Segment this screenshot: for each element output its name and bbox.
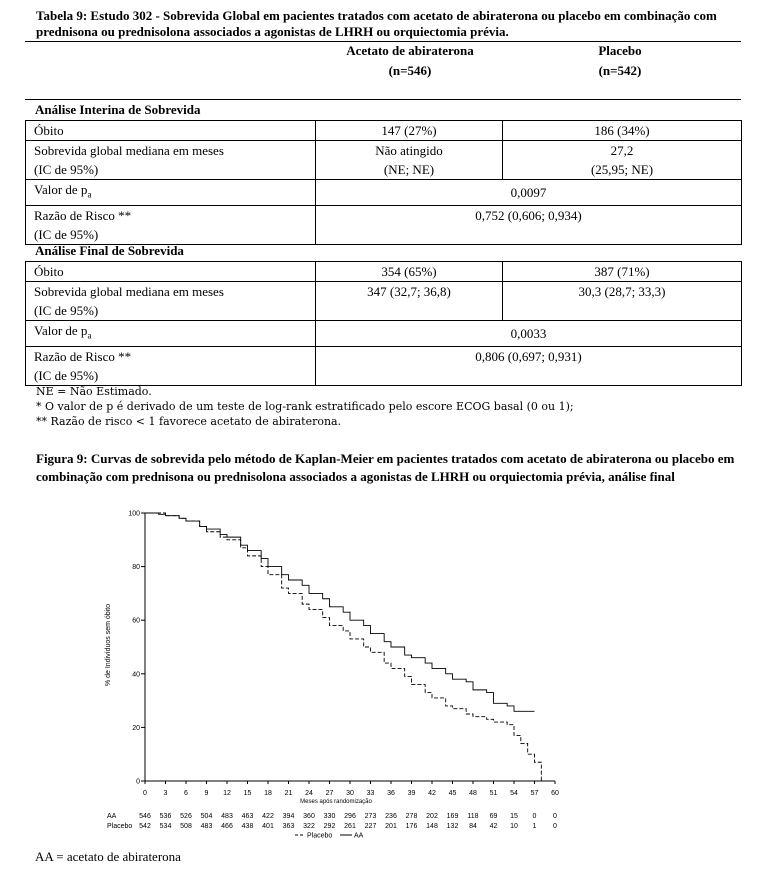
table-row	[26, 321, 742, 347]
cell-aa: 147 (27%)	[316, 121, 503, 141]
row-label: Sobrevida global mediana em meses	[26, 282, 316, 302]
risk-row-label: Placebo	[107, 823, 133, 830]
x-tick-label: 30	[346, 790, 354, 797]
risk-count: 261	[344, 823, 356, 830]
legend-label-placebo: Placebo	[307, 832, 333, 840]
x-tick-label: 60	[551, 790, 559, 797]
x-tick-label: 6	[184, 790, 188, 797]
risk-count: 546	[139, 813, 151, 820]
cell-placebo: 186 (34%)	[503, 121, 742, 141]
risk-count: 169	[446, 813, 459, 820]
x-tick-label: 51	[489, 790, 498, 797]
x-tick-label: 24	[305, 790, 313, 797]
cell-aa: 347 (32,7; 36,8)	[316, 282, 503, 321]
risk-count: 360	[303, 813, 315, 820]
risk-count: 0	[553, 813, 557, 820]
p-subscript: a	[87, 189, 92, 200]
interim-table	[25, 120, 742, 245]
plot-area	[107, 511, 559, 840]
risk-count: 526	[180, 813, 192, 820]
row-label	[26, 180, 316, 206]
y-tick-label: 80	[132, 564, 140, 572]
row-label: Razão de Risco **	[26, 205, 316, 225]
risk-count: 534	[159, 823, 172, 830]
cell-placebo: (25,95; NE)	[503, 160, 742, 180]
risk-count: 542	[139, 823, 151, 830]
y-tick-label: 60	[132, 617, 140, 625]
x-tick-label: 45	[448, 790, 457, 797]
row-label: (IC de 95%)	[26, 366, 316, 386]
cell-p-value: 0,0033	[316, 321, 742, 347]
x-tick-label: 36	[387, 790, 395, 797]
col-header-aa-n: (n=546)	[388, 63, 432, 78]
risk-row-label: AA	[107, 813, 117, 820]
cell-p-value: 0,0097	[316, 180, 742, 206]
table-row	[26, 160, 742, 180]
risk-count: 42	[489, 823, 498, 830]
cell-placebo: 27,2	[503, 141, 742, 161]
risk-count: 292	[323, 823, 336, 830]
x-tick-label: 0	[143, 790, 147, 797]
risk-count: 466	[221, 823, 233, 830]
risk-count: 148	[426, 823, 438, 830]
risk-count: 438	[241, 823, 254, 830]
x-tick-label: 57	[530, 790, 539, 797]
table-header-rule	[25, 99, 741, 100]
cell-aa: Não atingido	[316, 141, 503, 161]
p-subscript: a	[87, 330, 92, 341]
table-row	[26, 262, 742, 282]
table-row	[26, 121, 742, 141]
x-tick-label: 39	[407, 790, 416, 797]
risk-count: 0	[553, 823, 557, 830]
cell-aa: 354 (65%)	[316, 262, 503, 282]
x-tick-label: 12	[223, 790, 231, 797]
x-tick-label: 3	[163, 790, 168, 797]
table-row	[26, 180, 742, 206]
risk-count: 296	[344, 813, 356, 820]
risk-count: 202	[426, 813, 438, 820]
y-tick-label: 20	[132, 724, 140, 732]
series-line-placebo	[145, 513, 541, 781]
risk-count: 118	[467, 813, 479, 820]
risk-count: 536	[159, 813, 172, 820]
risk-count: 401	[262, 823, 274, 830]
col-header-placebo: Placebo	[598, 43, 642, 58]
cell-hazard-ratio: 0,752 (0,606; 0,934)	[316, 205, 742, 244]
x-tick-label: 9	[204, 790, 209, 797]
x-tick-label: 42	[428, 790, 436, 797]
risk-count: 201	[385, 823, 397, 830]
risk-count: 15	[510, 813, 518, 820]
cell-hazard-ratio: 0,806 (0,697; 0,931)	[316, 346, 742, 385]
legend-label-aa: AA	[354, 832, 364, 840]
risk-count: 278	[405, 813, 418, 820]
row-label: Óbito	[26, 121, 316, 141]
row-label	[26, 321, 316, 347]
p-label: Valor de p	[34, 323, 88, 338]
risk-count: 132	[446, 823, 459, 830]
table-row	[26, 141, 742, 161]
col-header-aa: Acetato de abiraterona	[346, 43, 474, 58]
x-tick-label: 15	[243, 790, 252, 797]
risk-count: 483	[200, 823, 213, 830]
col-header-placebo-n: (n=542)	[598, 63, 642, 78]
risk-count: 463	[241, 813, 254, 820]
final-table	[25, 261, 742, 386]
risk-count: 483	[221, 813, 233, 820]
row-label: Óbito	[26, 262, 316, 282]
row-label: (IC de 95%)	[26, 225, 316, 245]
risk-count: 330	[323, 813, 336, 820]
risk-count: 363	[282, 823, 295, 830]
risk-count: 236	[385, 813, 397, 820]
footnote-ne: NE = Não Estimado.	[36, 385, 152, 398]
abbrev-note: AA = acetato de abiraterona	[35, 849, 181, 864]
x-tick-label: 33	[366, 790, 375, 797]
x-tick-label: 18	[264, 790, 272, 797]
cell-placebo: 30,3 (28,7; 33,3)	[503, 282, 742, 321]
table-row	[26, 346, 742, 366]
x-tick-label: 21	[284, 790, 293, 797]
km-chart	[0, 500, 775, 850]
risk-count: 394	[282, 813, 295, 820]
x-axis-label: Meses após randomização	[300, 799, 372, 805]
cell-placebo: 387 (71%)	[503, 262, 742, 282]
table-top-rule	[25, 41, 741, 42]
y-axis-label: % de Indivíduos sem óbito	[105, 603, 112, 687]
row-label: Razão de Risco **	[26, 346, 316, 366]
series-line-aa	[145, 513, 535, 711]
risk-count: 504	[200, 813, 213, 820]
risk-count: 508	[180, 823, 192, 830]
risk-count: 176	[405, 823, 418, 830]
cell-aa: (NE; NE)	[316, 160, 503, 180]
row-label: Sobrevida global mediana em meses	[26, 141, 316, 161]
table-caption: Tabela 9: Estudo 302 - Sobrevida Global em pacientes tratados com acetato de abiraterona ou placebo em combinação com prednisona ou prednisolona associados a agonistas de LHRH ou orquiectomia prévia.	[36, 8, 717, 39]
risk-count: 69	[489, 813, 498, 820]
table-row	[26, 282, 742, 302]
x-tick-label: 27	[325, 790, 334, 797]
section-final: Análise Final de Sobrevida	[35, 243, 184, 258]
table-row	[26, 205, 742, 225]
risk-count: 227	[364, 823, 377, 830]
risk-count: 322	[303, 823, 315, 830]
risk-count: 10	[510, 823, 518, 830]
y-tick-label: 40	[132, 671, 140, 679]
row-label: (IC de 95%)	[26, 160, 316, 180]
risk-count: 84	[469, 823, 477, 830]
section-interim: Análise Interina de Sobrevida	[35, 102, 201, 117]
footnote-pvalue: * O valor de p é derivado de um teste de log-rank estratificado pelo escore ECOG basal (0 ou 1);	[36, 400, 574, 413]
risk-count: 422	[262, 813, 274, 820]
x-tick-label: 54	[510, 790, 518, 797]
x-tick-label: 48	[469, 790, 477, 797]
risk-count: 0	[532, 813, 537, 820]
y-tick-label: 0	[136, 778, 140, 786]
footnote-hazard: ** Razão de risco < 1 favorece acetato de abiraterona.	[36, 415, 342, 428]
risk-count: 1	[532, 823, 537, 830]
risk-count: 273	[364, 813, 377, 820]
row-label: (IC de 95%)	[26, 301, 316, 321]
p-label: Valor de p	[34, 182, 88, 197]
figure-caption: Figura 9: Curvas de sobrevida pelo método de Kaplan-Meier em pacientes tratados com acetato de abiraterona ou placebo em combinação com prednisona ou prednisolona associados a agonistas de LHRH ou orquiectomia prévia, análise final	[36, 451, 735, 484]
y-tick-label: 100	[128, 510, 140, 518]
